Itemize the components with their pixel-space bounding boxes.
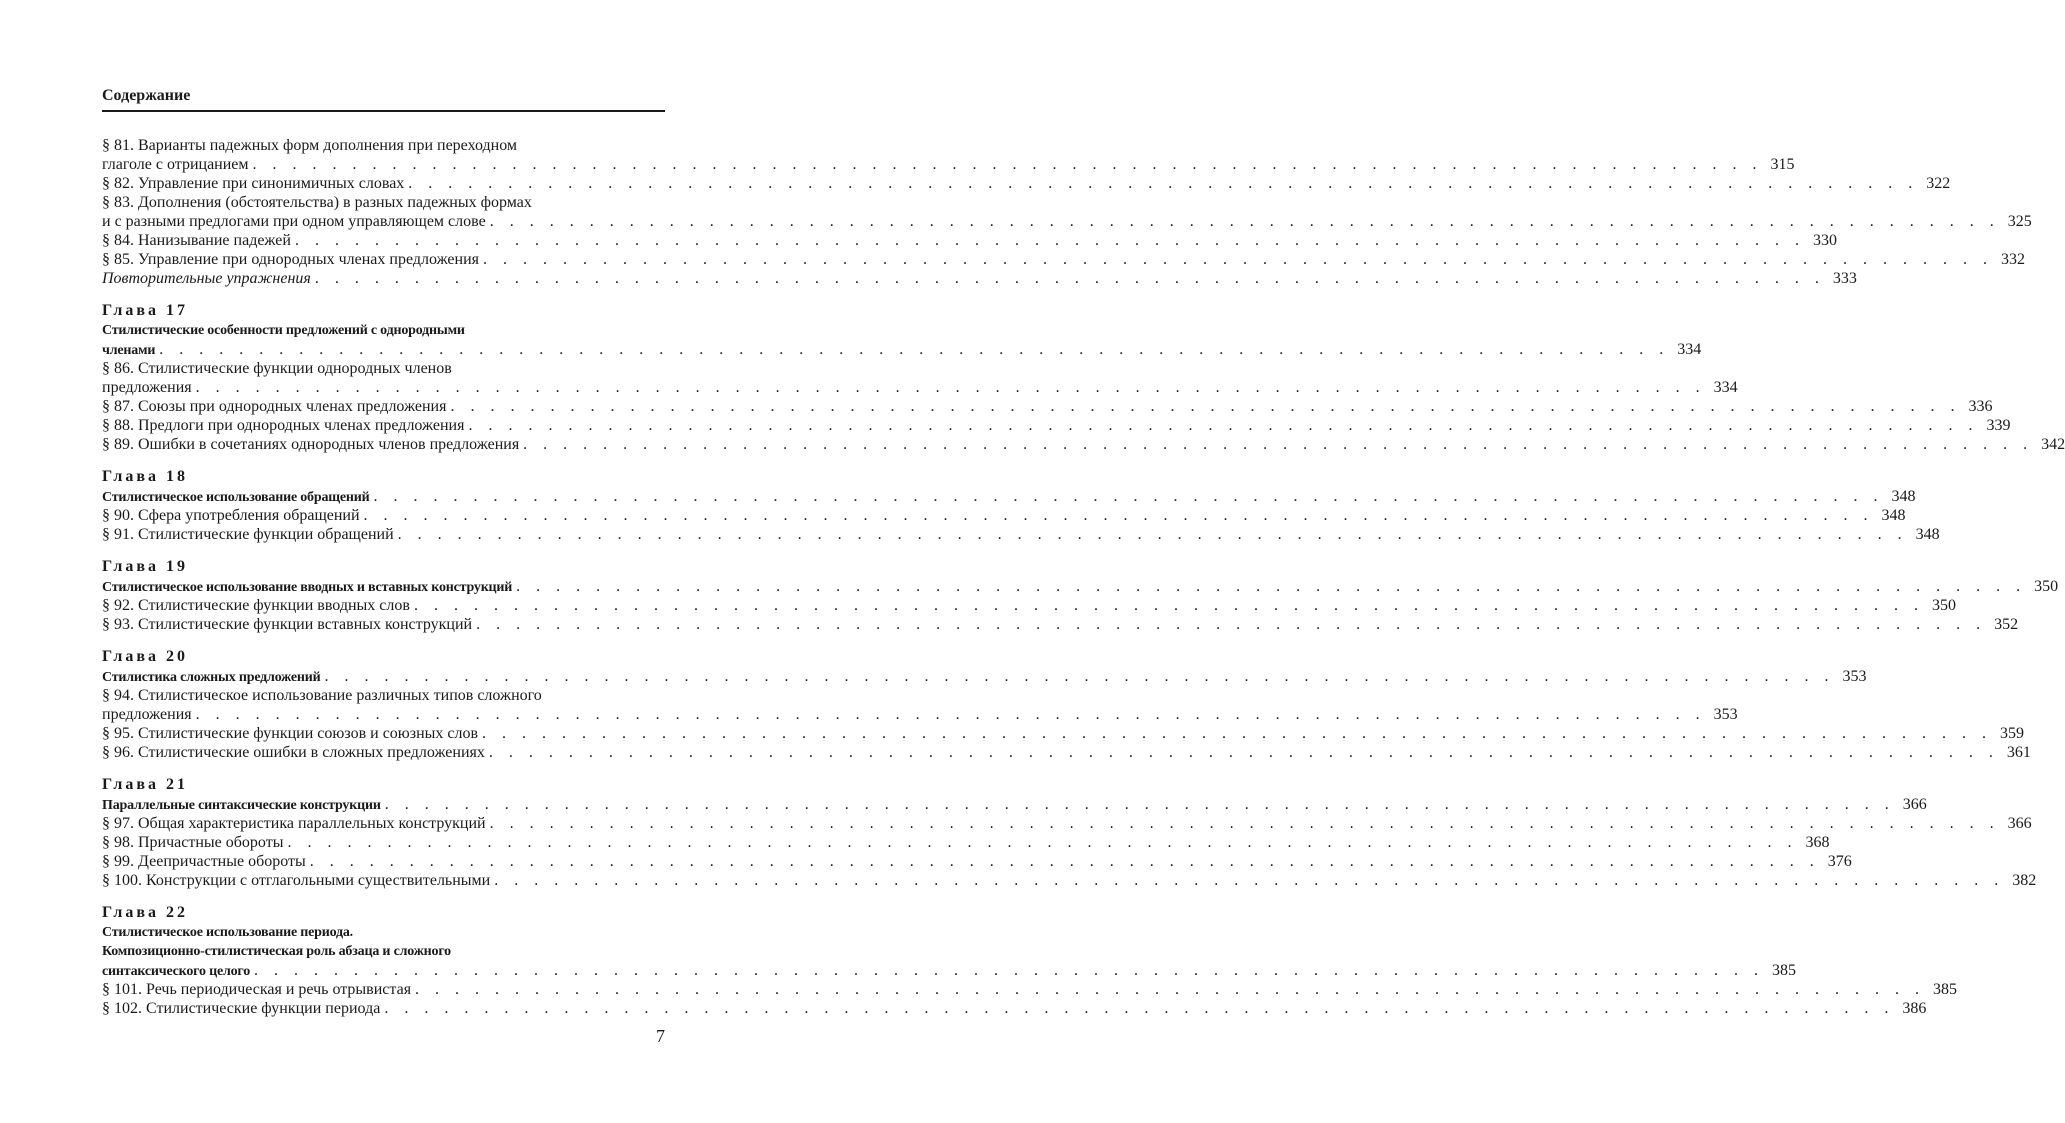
chapter-18-title[interactable] bbox=[102, 487, 1916, 506]
page-ref: 348 bbox=[1915, 526, 1940, 543]
dot-leader bbox=[373, 487, 1883, 506]
toc-entry-text: § 97. Общая характеристика параллельных конструкций bbox=[102, 815, 486, 832]
toc-entry-86-line1: § 86. Стилистические функции однородных членов bbox=[102, 360, 452, 377]
dot-leader bbox=[482, 724, 1992, 743]
dot-leader bbox=[408, 174, 1918, 193]
dot-leader bbox=[385, 795, 1895, 814]
page-ref: 352 bbox=[1994, 616, 2019, 633]
page-ref: 366 bbox=[2007, 815, 2032, 832]
page-ref: 353 bbox=[1713, 706, 1738, 723]
chapter-17-heading: Глава 17 bbox=[102, 302, 188, 319]
page-ref: 334 bbox=[1713, 379, 1738, 396]
dot-leader bbox=[414, 596, 1924, 615]
chapter-title-text: членами bbox=[102, 343, 156, 358]
dot-leader bbox=[315, 269, 1825, 288]
page-ref: 334 bbox=[1677, 341, 1702, 358]
page-ref: 376 bbox=[1827, 853, 1852, 870]
toc-entry-text: § 96. Стилистические ошибки в сложных предложениях bbox=[102, 744, 485, 761]
toc-entry-review[interactable] bbox=[102, 269, 1857, 288]
toc-entry-89[interactable] bbox=[102, 435, 2065, 454]
toc-entry-text: § 92. Стилистические функции вводных слов bbox=[102, 597, 410, 614]
chapter-21-title[interactable] bbox=[102, 795, 1927, 814]
dot-leader bbox=[295, 231, 1805, 250]
dot-leader bbox=[489, 743, 1999, 762]
toc-entry-text: § 88. Предлоги при однородных членах предложения bbox=[102, 417, 465, 434]
page-number: 7 bbox=[656, 1026, 665, 1046]
dot-leader bbox=[364, 506, 1874, 525]
chapter-17-title-line1: Стилистические особенности предложений с однородными bbox=[102, 323, 465, 338]
running-header: Содержание bbox=[102, 86, 665, 112]
page-ref: 359 bbox=[2000, 725, 2025, 742]
chapter-21-heading: Глава 21 bbox=[102, 776, 188, 793]
toc-entry-93[interactable] bbox=[102, 615, 2019, 634]
toc-entry-94-line1: § 94. Стилистическое использование различных типов сложного bbox=[102, 687, 542, 704]
toc-entry-97[interactable] bbox=[102, 814, 2032, 833]
toc-entry-82[interactable] bbox=[102, 174, 1951, 193]
dot-leader bbox=[490, 212, 2000, 231]
dot-leader bbox=[494, 871, 2004, 890]
page-ref: 332 bbox=[2001, 251, 2026, 268]
dot-leader bbox=[516, 577, 2026, 596]
chapter-17-title[interactable] bbox=[102, 340, 1702, 359]
toc-entry-100[interactable] bbox=[102, 871, 2037, 890]
toc-entry-text: § 84. Нанизывание падежей bbox=[102, 232, 291, 249]
dot-leader bbox=[196, 378, 1706, 397]
toc-entry-81-line1: § 81. Варианты падежных форм дополнения при переходном bbox=[102, 137, 518, 154]
dot-leader bbox=[253, 155, 1763, 174]
chapter-19-title[interactable] bbox=[102, 577, 2059, 596]
toc-entry-86[interactable] bbox=[102, 378, 1738, 397]
dot-leader bbox=[468, 416, 1978, 435]
dot-leader bbox=[310, 852, 1820, 871]
page-ref: 386 bbox=[1902, 1000, 1927, 1017]
toc-entry-83-line1: § 83. Дополнения (обстоятельства) в разных падежных формах bbox=[102, 194, 532, 211]
toc-entry-84[interactable] bbox=[102, 231, 1837, 250]
chapter-title-text: Стилистика сложных предложений bbox=[102, 670, 321, 685]
toc-entry-87[interactable] bbox=[102, 397, 1993, 416]
toc-entry-91[interactable] bbox=[102, 525, 1940, 544]
page-ref: 339 bbox=[1986, 417, 2011, 434]
page-ref: 348 bbox=[1881, 507, 1906, 524]
toc-entry-text: § 85. Управление при однородных членах предложения bbox=[102, 251, 480, 268]
page-ref: 325 bbox=[2007, 213, 2032, 230]
page-ref: 336 bbox=[1968, 398, 1993, 415]
dot-leader bbox=[287, 833, 1797, 852]
page-ref: 382 bbox=[2012, 872, 2037, 889]
dot-leader bbox=[523, 435, 2033, 454]
chapter-title-text: Стилистическое использование обращений bbox=[102, 490, 370, 505]
dot-leader bbox=[254, 961, 1764, 980]
dot-leader bbox=[159, 340, 1669, 359]
chapter-22-title[interactable] bbox=[102, 961, 1797, 980]
toc-entry-text: § 98. Причастные обороты bbox=[102, 834, 284, 851]
page-ref: 353 bbox=[1842, 668, 1867, 685]
page-ref: 348 bbox=[1891, 488, 1916, 505]
toc-entry-81[interactable] bbox=[102, 155, 1795, 174]
dot-leader bbox=[398, 525, 1908, 544]
page-ref: 368 bbox=[1805, 834, 1830, 851]
toc-entry-96[interactable] bbox=[102, 743, 2031, 762]
toc-entry-text: § 82. Управление при синонимичных словах bbox=[102, 175, 405, 192]
dot-leader bbox=[476, 615, 1986, 634]
chapter-title-text: Стилистическое использование вводных и вставных конструкций bbox=[102, 580, 513, 595]
dot-leader bbox=[450, 397, 1960, 416]
dot-leader bbox=[490, 814, 2000, 833]
toc-entry-text: § 90. Сфера употребления обращений bbox=[102, 507, 360, 524]
chapter-19-heading: Глава 19 bbox=[102, 558, 188, 575]
toc-entry-98[interactable] bbox=[102, 833, 1830, 852]
toc-entry-text: Повторительные упражнения bbox=[102, 270, 311, 287]
toc-entry-99[interactable] bbox=[102, 852, 1852, 871]
page-ref: 350 bbox=[1931, 597, 1956, 614]
toc-entry-94[interactable] bbox=[102, 705, 1738, 724]
chapter-22-title-line2: Композиционно-стилистическая роль абзаца и сложного bbox=[102, 944, 451, 959]
toc-entry-text: и с разными предлогами при одном управляющем слове bbox=[102, 213, 486, 230]
page-ref: 361 bbox=[2006, 744, 2031, 761]
dot-leader bbox=[325, 667, 1835, 686]
chapter-title-text: синтаксического целого bbox=[102, 964, 251, 979]
toc-entry-88[interactable] bbox=[102, 416, 2011, 435]
toc-entry-text: глаголе с отрицанием bbox=[102, 156, 249, 173]
toc-entry-text: § 89. Ошибки в сочетаниях однородных членов предложения bbox=[102, 436, 520, 453]
page-ref: 315 bbox=[1770, 156, 1795, 173]
toc-entry-text: § 93. Стилистические функции вставных конструкций bbox=[102, 616, 473, 633]
chapter-title-text: Параллельные синтаксические конструкции bbox=[102, 798, 381, 813]
dot-leader bbox=[415, 980, 1925, 999]
toc-entry-101[interactable] bbox=[102, 980, 1958, 999]
chapter-22-title-line1: Стилистическое использование периода. bbox=[102, 925, 353, 940]
dot-leader bbox=[483, 250, 1993, 269]
toc-entry-90[interactable] bbox=[102, 506, 1906, 525]
toc-entry-text: § 102. Стилистические функции периода bbox=[102, 1000, 381, 1017]
chapter-20-title[interactable] bbox=[102, 667, 1867, 686]
toc-entry-92[interactable] bbox=[102, 596, 1956, 615]
toc-entry-83[interactable] bbox=[102, 212, 2032, 231]
page-ref: 366 bbox=[1902, 796, 1927, 813]
toc-entry-95[interactable] bbox=[102, 724, 2025, 743]
page-ref: 322 bbox=[1926, 175, 1951, 192]
toc-entry-text: § 87. Союзы при однородных членах предложения bbox=[102, 398, 447, 415]
toc-entry-text: предложения bbox=[102, 706, 192, 723]
page-ref: 330 bbox=[1812, 232, 1837, 249]
dot-leader bbox=[196, 705, 1706, 724]
toc-entry-text: § 101. Речь периодическая и речь отрывистая bbox=[102, 981, 412, 998]
toc-entry-text: § 100. Конструкции с отглагольными существительными bbox=[102, 872, 491, 889]
toc-entry-text: § 99. Деепричастные обороты bbox=[102, 853, 306, 870]
page-ref: 333 bbox=[1832, 270, 1857, 287]
toc-entry-text: предложения bbox=[102, 379, 192, 396]
chapter-22-heading: Глава 22 bbox=[102, 904, 188, 921]
toc-entry-102[interactable] bbox=[102, 999, 1927, 1018]
toc-entry-text: § 91. Стилистические функции обращений bbox=[102, 526, 394, 543]
chapter-18-heading: Глава 18 bbox=[102, 468, 188, 485]
page-ref: 385 bbox=[1933, 981, 1958, 998]
toc-entry-text: § 95. Стилистические функции союзов и союзных слов bbox=[102, 725, 479, 742]
table-of-contents bbox=[102, 136, 2065, 1018]
toc-entry-85[interactable] bbox=[102, 250, 2026, 269]
page-ref: 342 bbox=[2041, 436, 2065, 453]
dot-leader bbox=[384, 999, 1894, 1018]
page-ref: 350 bbox=[2034, 578, 2059, 595]
page-ref: 385 bbox=[1772, 962, 1797, 979]
chapter-20-heading: Глава 20 bbox=[102, 648, 188, 665]
